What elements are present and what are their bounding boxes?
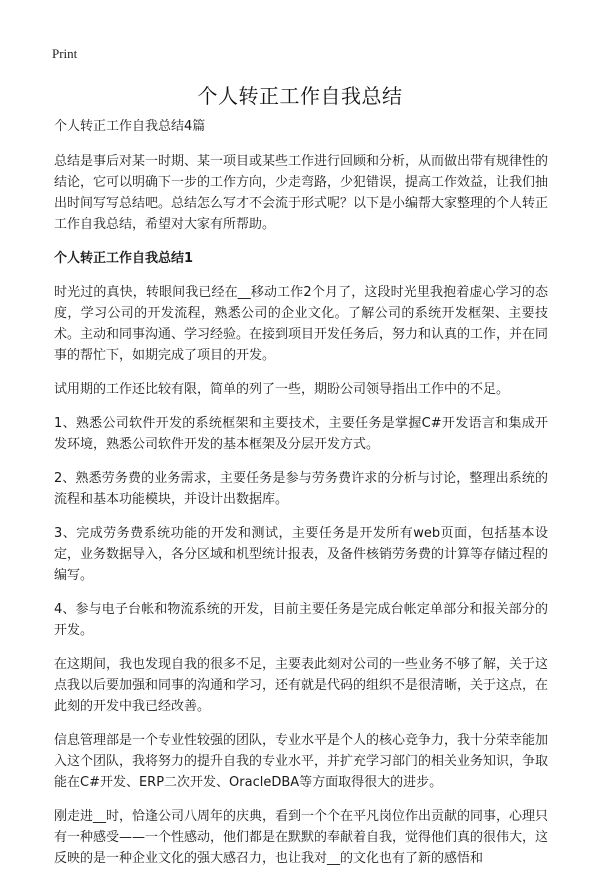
body-paragraph: 2、熟悉劳务费的业务需求，主要任务是参与劳务费许求的分析与讨论，整理出系统的流程和基本功能模块，并设计出数据库。 — [54, 471, 548, 507]
document-subtitle: 个人转正工作自我总结4篇 — [54, 119, 206, 134]
body-paragraph: 4、参与电子台帐和物流系统的开发，目前主要任务是完成台帐定单部分和报关部分的开发。 — [54, 602, 548, 638]
intro-paragraph: 总结是事后对某一时期、某一项目或某些工作进行回顾和分析，从而做出带有规律性的结论，它可以明确下一步的工作方向，少走弯路，少犯错误，提高工作效益，让我们抽出时间写写总结吧。总结怎么写才不会流于形式呢？以下是小编帮大家整理的个人转正工作自我总结，希望对大家有所帮助。 — [54, 154, 549, 232]
body-paragraph: 3、完成劳务费系统功能的开发和测试，主要任务是开发所有web页面，包括基本设定，业务数据导入，各分区域和机型统计报表，及备件核销劳务费的计算等存储过程的编写。 — [54, 526, 549, 583]
body-paragraph: 信息管理部是一个专业性较强的团队，专业水平是个人的核心竞争力，我十分荣幸能加入这个团队，我将努力的提升自我的专业水平，并扩充学习部门的相关业务知识，争取能在C#开发、ERP二次开发、OracleDBA等方面取得很大的进步。 — [54, 733, 549, 790]
body-paragraph: 1、熟悉公司软件开发的系统框架和主要技术，主要任务是掌握C#开发语言和集成开发环境，熟悉公司软件开发的基本框架及分层开发方式。 — [54, 416, 548, 452]
body-paragraph: 刚走进__时，恰逢公司八周年的庆典，看到一个个在平凡岗位作出贡献的同事，心理只有一种感受——一个性感动，他们都是在默默的奉献着自我，觉得他们真的很伟大，这反映的是一种企业文化的强大感召力，也让我对__的文化也有了新的感悟和 — [54, 809, 549, 866]
section-heading: 个人转正工作自我总结1 — [54, 251, 194, 266]
body-paragraph: 试用期的工作还比较有限，简单的列了一些，期盼公司领导指出工作中的不足。 — [54, 382, 510, 397]
document-body — [54, 116, 548, 882]
body-paragraph: 时光过的真快，转眼间我已经在__移动工作2个月了，这段时光里我抱着虚心学习的态度，学习公司的开发流程，熟悉公司的企业文化。了解公司的系统开发框架、主要技术。主动和同事沟通、学习经验。在接到项目开发任务后，努力和认真的工作，并在同事的帮忙下，如期完成了项目的开发。 — [54, 285, 549, 363]
document-title: 个人转正工作自我总结 — [197, 84, 403, 108]
print-link[interactable]: Print — [52, 46, 78, 61]
body-paragraph: 在这期间，我也发现自我的很多不足，主要表此刻对公司的一些业务不够了解，关于这点我以后要加强和同事的沟通和学习，还有就是代码的组织不是很清晰，关于这点，在此刻的开发中我已经改善。 — [54, 657, 549, 714]
